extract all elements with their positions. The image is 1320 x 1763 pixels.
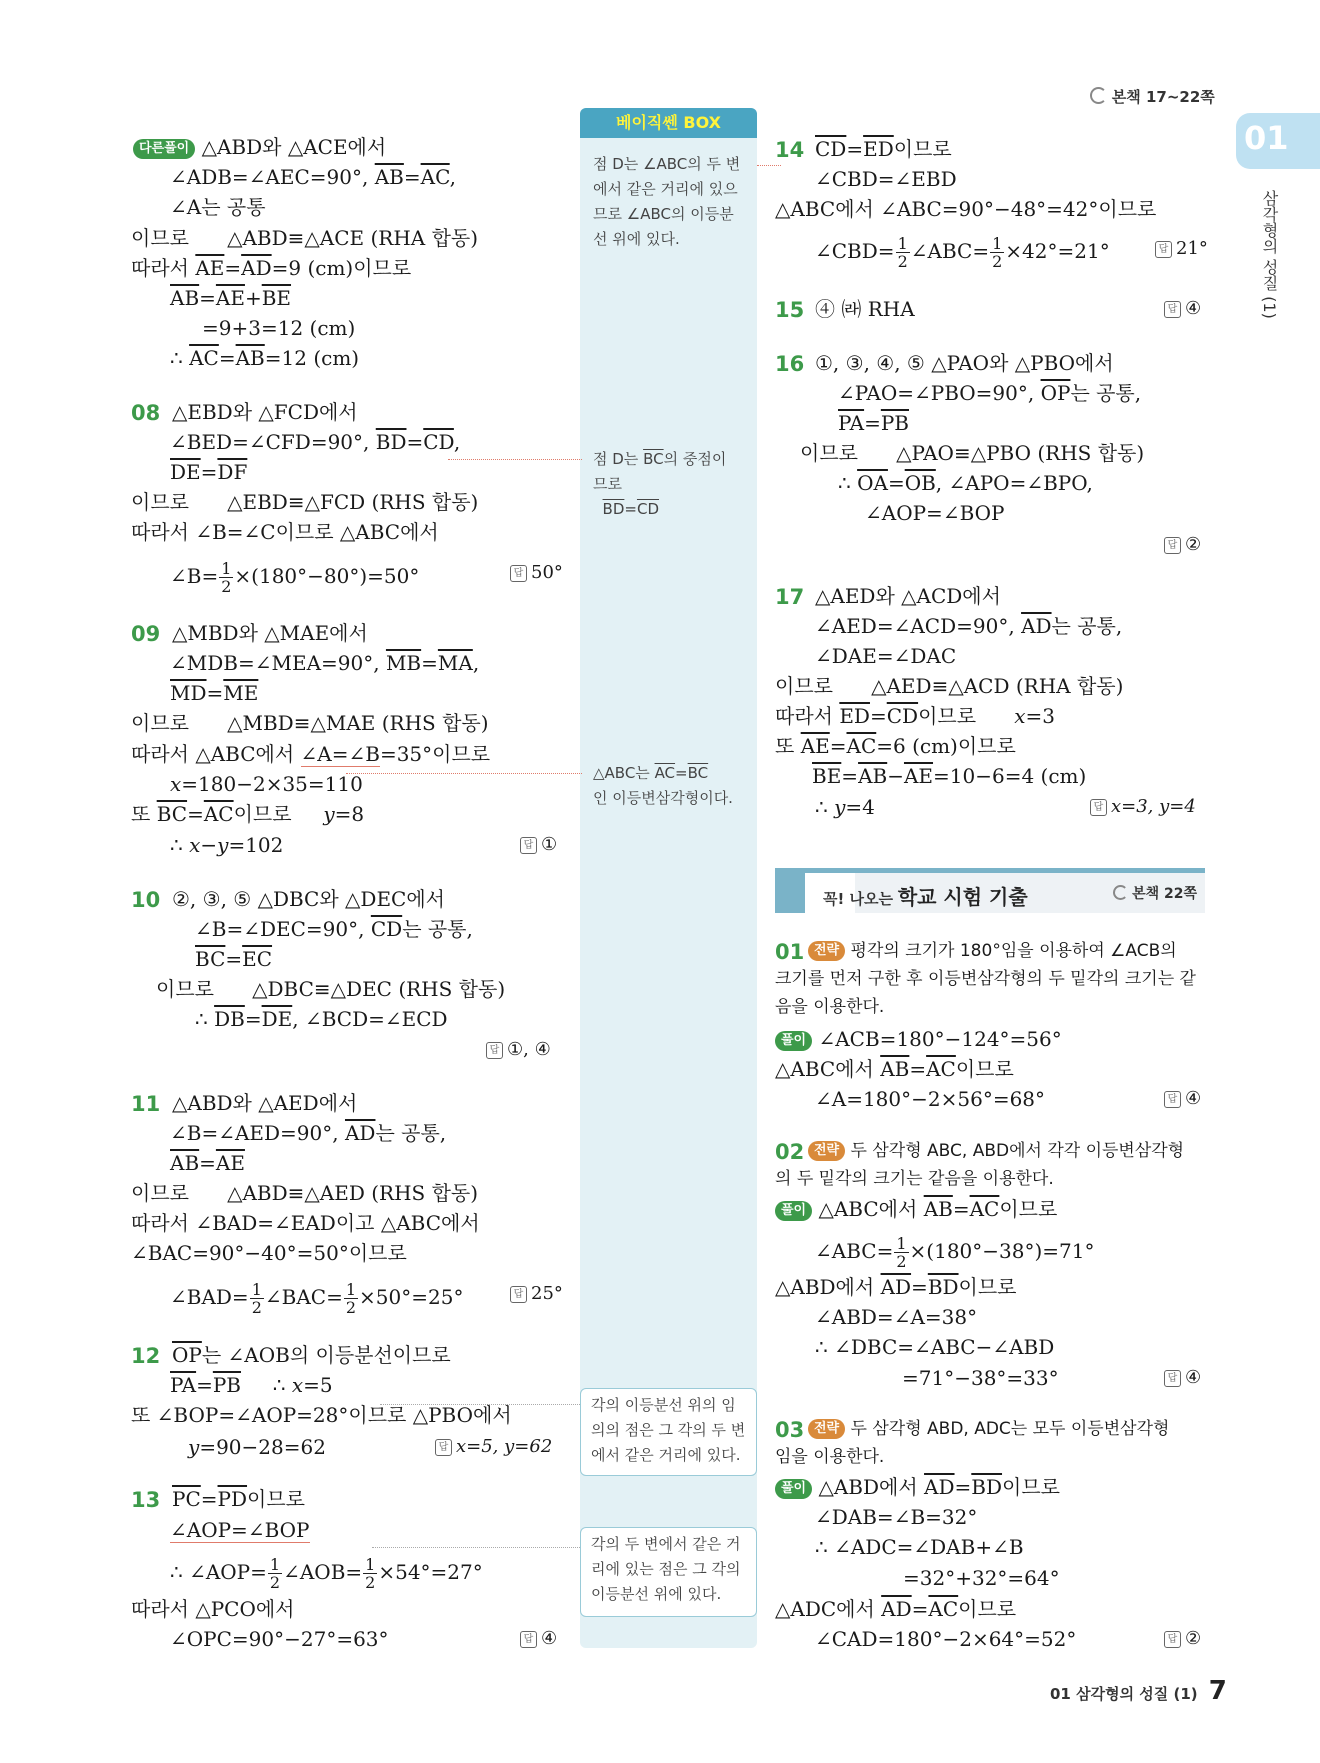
alt-solution-badge: 다른풀이 (133, 139, 195, 159)
exam-problem-number: 02 (775, 1140, 805, 1164)
answer-e03: ② (1185, 1628, 1202, 1649)
box-note-3: △ABC는 $\overline{AC}=\overline{BC}$ 인 이등변삼각형이다. (593, 764, 733, 807)
answer-12: x=5, y=62 (456, 1436, 553, 1457)
chapter-tab (1236, 113, 1320, 169)
box-note-2: 점 D는 $\overline{BC}$의 중점이 므로 $\overline{BD}=\overline{CD}$ (593, 450, 727, 518)
problem-number: 12 (131, 1344, 161, 1368)
exam-ref: 본책 22쪽 (1113, 883, 1197, 903)
answer-17: x=3, y=4 (1111, 796, 1196, 817)
box-title: 베이직쎈 BOX (580, 108, 757, 138)
answer-15: ④ (1185, 298, 1202, 319)
footer (1050, 1676, 1227, 1706)
problem-number: 11 (131, 1092, 161, 1116)
answer-10: ①, ④ (507, 1039, 551, 1060)
problem-number: 08 (131, 401, 161, 425)
answer-16: ② (1185, 534, 1202, 555)
problem-number: 15 (775, 298, 805, 322)
chapter-number: 01 (1244, 119, 1289, 157)
header-ref: 본책 17~22쪽 (1090, 86, 1215, 107)
problem-number: 10 (131, 888, 161, 912)
answer-e01: ④ (1185, 1088, 1202, 1109)
problem-number: 09 (131, 622, 161, 646)
problem-number: 17 (775, 585, 805, 609)
exam-problem-number: 01 (775, 940, 805, 964)
answer-14: 21° (1176, 238, 1208, 259)
problem-number: 14 (775, 138, 805, 162)
chapter-title: 삼각형의 성질 (1) (1260, 190, 1279, 319)
exam-title-a: 꼭! 나오는 (823, 890, 894, 908)
leader-line (346, 773, 582, 774)
answer-13: ④ (541, 1628, 558, 1649)
problem-number: 16 (775, 352, 805, 376)
book-icon (1090, 87, 1107, 104)
exam-title-b: 학교 시험 기출 (897, 885, 1028, 909)
box-note-1: 점 D는 ∠ABC의 두 변에서 같은 거리에 있으므로 ∠ABC의 이등분선 위에 있다. (593, 155, 741, 248)
page-number: 7 (1208, 1676, 1227, 1706)
problem-number: 13 (131, 1488, 161, 1512)
book-icon (1113, 885, 1128, 900)
box-note-5: 각의 두 변에서 같은 거리에 있는 점은 그 각의 이등분선 위에 있다. (580, 1527, 757, 1617)
exam-header (775, 868, 1205, 913)
answer-09: ① (541, 834, 558, 855)
footer-title: 01 삼각형의 성질 (1) (1050, 1685, 1198, 1703)
answer-e02: ④ (1185, 1367, 1202, 1388)
leader-line (372, 1547, 580, 1548)
leader-line (757, 165, 781, 166)
exam-problem-number: 03 (775, 1418, 805, 1442)
leader-line (448, 459, 582, 460)
box-note-4: 각의 이등분선 위의 임의의 점은 그 각의 두 변에서 같은 거리에 있다. (580, 1388, 757, 1476)
answer-11: 25° (531, 1283, 563, 1304)
answer-08: 50° (531, 562, 563, 583)
